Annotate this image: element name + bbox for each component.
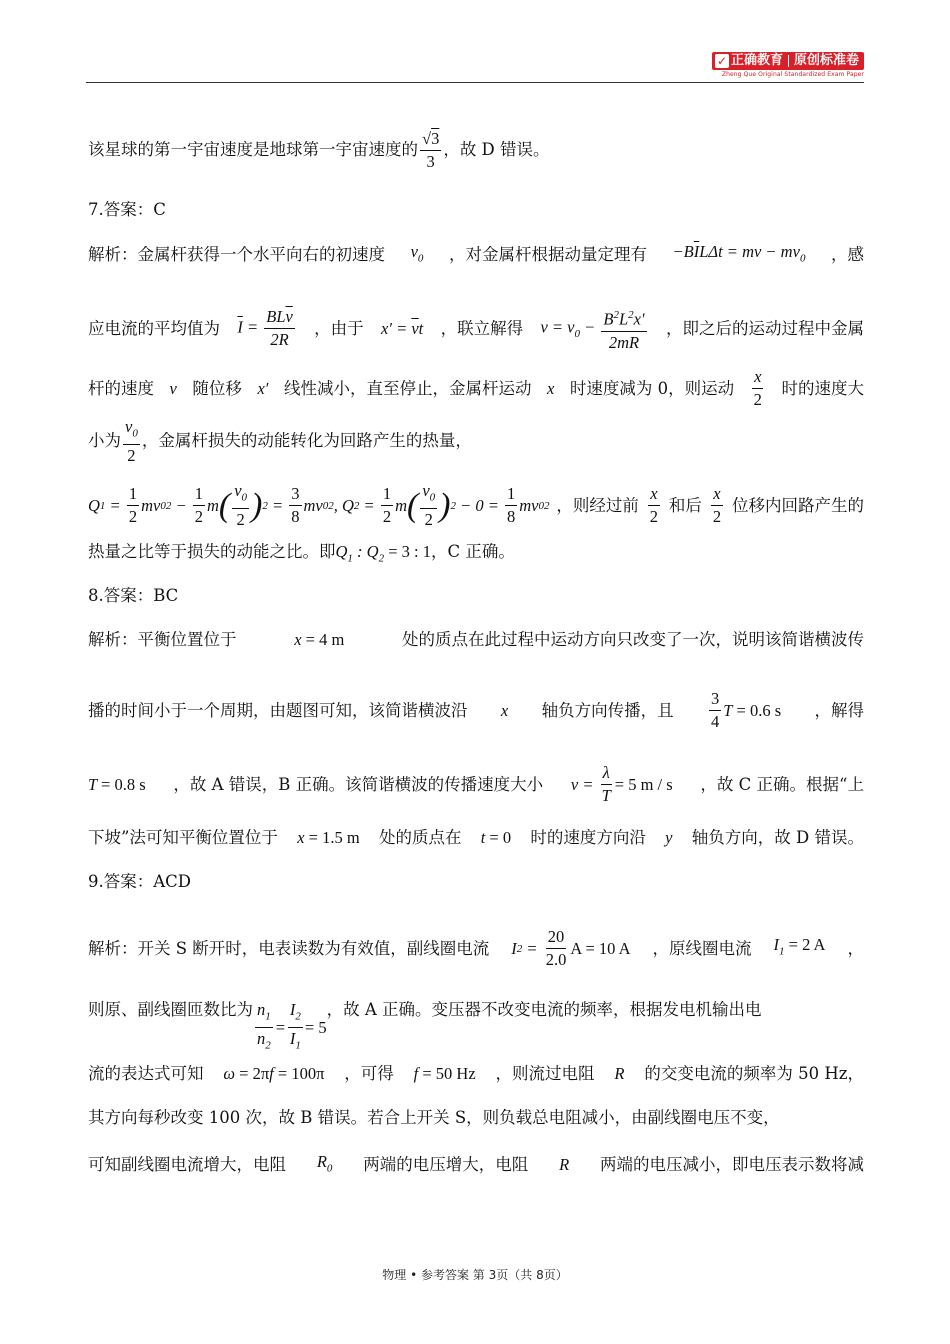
formula-v0: $v_0$ xyxy=(410,242,424,265)
q9-line-1: 解析：开关 S 断开时，电表读数为有效值，副线圈电流 I 2 = $\frac{20}{2.0}$ A = 10 A ，原线圈电流 $I_1 = 2$ A ， xyxy=(88,927,864,969)
q9-line-5: 可知副线圈电流增大，电阻 $R_0$ 两端的电压增大，电阻 R 两端的电压减小，即电压表示数将减 xyxy=(88,1152,864,1175)
q7-line-4: 小为 $\frac{v_0}{2}$ ，金属杆损失的动能转化为回路产生的热量， xyxy=(88,417,472,466)
sqrt3-over-3: $\frac{√3}{3}$ xyxy=(422,129,440,171)
q7-line-6: 热量之比等于损失的动能之比。即$Q_1$ : $Q_2 = 3$ : 1，C 正确。 xyxy=(88,542,515,565)
formula-momentum: $-B\overline{I}L\Delta t$ = mv − $mv_0$ xyxy=(672,242,806,265)
q7-line-5: Q 1 = $\frac{1}{2}$ mv 0 2 − $\frac{1}{2}$ m ( $\frac{v_0}{2}$ ) 2 = $\frac{3}{8}$ mv 0 2 , Q 2 = $\frac{1}{2}$ m ( $\frac{v_0}{2}$ ) 2 − 0 = $\frac{1}{8}$ mv 0 2 ，则经过前 $\frac{x}{2}$ 和后 $\frac{x}{2}$ 位移内回路产生的 xyxy=(88,481,864,530)
q8-line-3: T = 0.8 s ，故 A 错误，B 正确。该简谐横波的传播速度大小 v = $\frac{\lambda}{T}$ = 5 m / s ，故 C 正确。根据“上 xyxy=(88,763,864,805)
logo-text-left: 正确教育 xyxy=(730,53,783,68)
page-footer: 物理 • 参考答案 第 3页（共 8页） xyxy=(382,1268,568,1282)
formula-avg-current: $\overline{I}$ = $\frac{BL\overline{v}}{2R}$ xyxy=(237,307,293,350)
brand-logo xyxy=(712,52,864,80)
q7-title: 7.答案：C xyxy=(88,200,166,219)
logo-text-right: 原创标准卷 xyxy=(793,53,859,68)
formula-displacement: $x' = \overline{v}t$ xyxy=(381,318,424,338)
q9-line-4: 其方向每秒改变 100 次，故 B 错误。若合上开关 S，则负载总电阻减小，由副线圈电压不变， xyxy=(88,1108,780,1127)
q8-title: 8.答案：BC xyxy=(88,586,179,605)
q7-line-2: 应电流的平均值为 $\overline{I}$ = $\frac{BL\overline{v}}{2R}$ ，由于 $x' = \overline{v}t$ ，联立解得 $v = v_0$ − $\frac{B^2L^2x'}{2mR}$ ，即之后的运动过程中金属 xyxy=(88,304,864,354)
formula-heat: Q 1 = $\frac{1}{2}$ mv 0 2 − $\frac{1}{2}$ m ( $\frac{v_0}{2}$ ) 2 = $\frac{3}{8}$ mv 0 2 , Q 2 = $\frac{1}{2}$ m ( $\frac{v_0}{2}$ ) 2 − 0 = $\frac{1}{8}$ mv 0 2 xyxy=(88,481,550,530)
logo-subtitle: Zheng Que Original Standardized Exam Paper xyxy=(721,71,864,78)
q7-line-1: 解析：金属杆获得一个水平向右的初速度 $v_0$ ，对金属杆根据动量定理有 $-B\overline{I}L\Delta t$ = mv − $mv_0$ ，感 xyxy=(88,240,864,270)
header-rule xyxy=(86,82,864,83)
q8-line-2: 播的时间小于一个周期，由题图可知，该简谐横波沿 x 轴负方向传播，且 $\frac{3}{4}$ T = 0.6 s ，解得 xyxy=(88,689,864,731)
q7-line-3: 杆的速度 v 随位移 x′ 线性减小，直至停止，金属杆运动 x 时速度减为 0，则运动 $\frac{x}{2}$ 时的速度大 xyxy=(88,367,864,409)
q8-line-4: 下坡”法可知平衡位置位于 x = 1.5 m 处的质点在 t = 0 时的速度方向沿 y 轴负方向，故 D 错误。 xyxy=(88,828,864,847)
logo-divider xyxy=(788,55,789,67)
text-line-1: 该星球的第一宇宙速度是地球第一宇宙速度的 $\frac{√3}{3}$ ，故 D 错误。 xyxy=(88,129,550,171)
checkmark-icon: ✓ xyxy=(716,54,727,68)
logo-banner xyxy=(712,52,864,70)
q9-line-2: 则原、副线圈匝数比为 $\frac{n_1}{n_2}$ = $\frac{I_2}{I_1}$ = 5 ，故 A 正确。变压器不改变电流的频率，根据发电机输出电 xyxy=(88,1000,762,1052)
formula-velocity: $v = v_0$ − $\frac{B^2L^2x'}{2mR}$ xyxy=(540,304,648,354)
q9-line-3: 流的表达式可知 ω = 2πf = 100π ，可得 f = 50 Hz ，则流过电阻 R 的交变电流的频率为 50 Hz， xyxy=(88,1064,864,1083)
q8-line-1: 解析：平衡位置位于 x = 4 m 处的质点在此过程中运动方向只改变了一次，说明该简谐横波传 xyxy=(88,630,864,649)
q9-title: 9.答案：ACD xyxy=(88,872,192,891)
